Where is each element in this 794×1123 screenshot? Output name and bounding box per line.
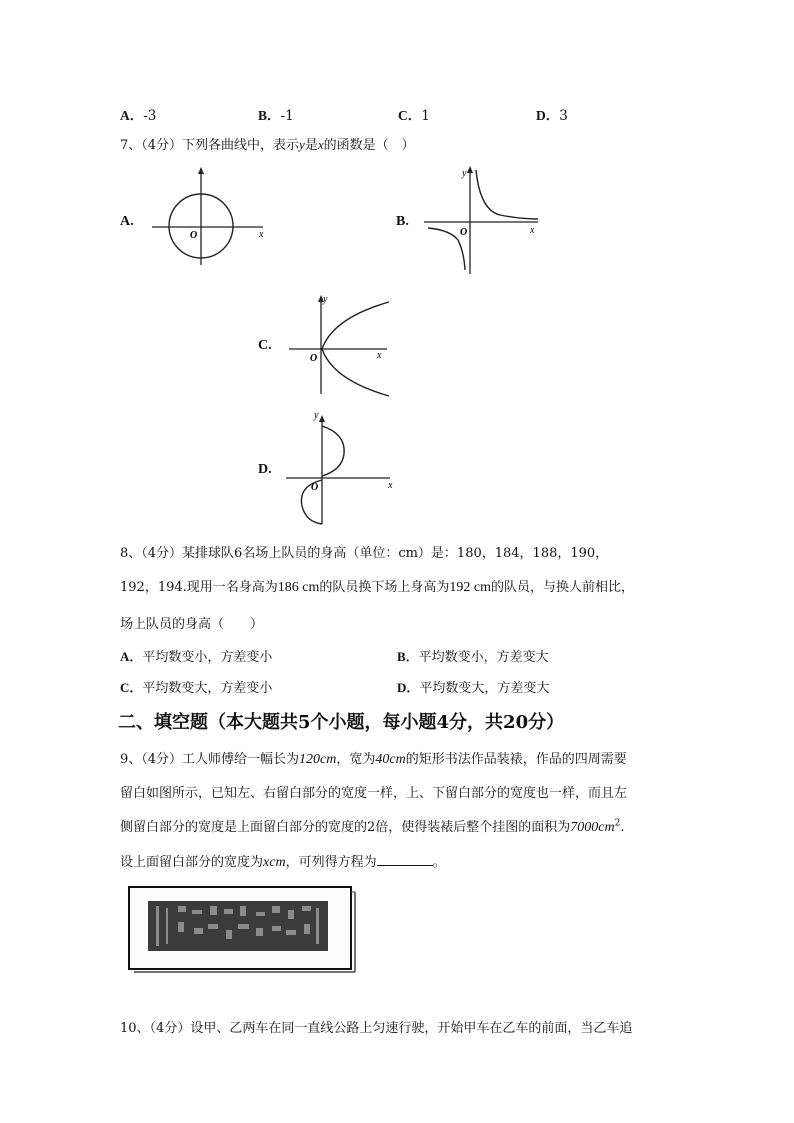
q7-b-origin: O (460, 227, 468, 238)
q6-option-b: B．-1 (258, 108, 294, 124)
q7-graph-b (420, 162, 545, 277)
q8-option-d: D．平均数变大，方差变大 (397, 680, 550, 696)
q8-option-a: A．平均数变小，方差变小 (120, 649, 273, 665)
q7-graph-d (280, 408, 400, 528)
q7-d-x-label: x (388, 480, 393, 491)
q7-a-x-label: x (259, 229, 264, 240)
q9-line-3: 侧留白部分的宽度是上面留白部分的宽度的2倍，使得装裱后整个挂图的面积为$7000cm^2$. (120, 818, 625, 835)
q7-d-origin: O (311, 482, 319, 493)
q9-line-1: 9、（4分）工人师傅给一幅长为120cm，宽为40cm的矩形书法作品装裱，作品的四周需要 (120, 752, 627, 767)
q7-option-d-label: D. (258, 462, 272, 477)
q9-line-2: 留白如图所示，已知左、右留白部分的宽度一样，上、下留白部分的宽度也一样，而且左 (120, 786, 628, 801)
q8-line-3: 场上队员的身高（ ） (120, 617, 264, 632)
q8-option-c: C．平均数变大，方差变小 (120, 680, 273, 696)
q8-line-1: 8、（4分）某排球队6名场上队员的身高（单位：cm）是：180，184，188，190， (120, 546, 609, 561)
q7-option-b-label: B. (396, 214, 409, 229)
q7-option-c-label: C. (258, 338, 272, 353)
q6-option-a: A．-3 (120, 108, 157, 124)
q9-calligraphy-figure (126, 884, 358, 974)
q7-b-y-label: y (462, 168, 467, 179)
q6-option-c: C．1 (398, 108, 430, 124)
q7-c-origin: O (310, 353, 318, 364)
q7-d-y-label: y (314, 410, 319, 421)
q7-c-y-label: y (323, 294, 328, 305)
q7-option-a-label: A. (120, 214, 134, 229)
q6-option-d: D．3 (536, 108, 568, 124)
q7-graph-c (285, 290, 395, 400)
q7-stem: 7、（4分）下列各曲线中，表示y是x的函数是（ ） (120, 137, 415, 153)
q10-line-1: 10、（4分）设甲、乙两车在同一直线公路上匀速行驶，开始甲车在乙车的前面，当乙车追 (120, 1021, 633, 1036)
q9-line-4: 设上面留白部分的宽度为xcm，可列得方程为 。 (120, 855, 446, 870)
q7-a-origin: O (190, 230, 198, 241)
q9-answer-blank (377, 853, 433, 866)
q7-c-x-label: x (377, 350, 382, 361)
q8-option-b: B．平均数变小，方差变大 (397, 649, 549, 665)
q7-b-x-label: x (530, 225, 535, 236)
q8-line-2: 192，194.现用一名身高为186 cm的队员换下场上身高为192 cm的队员，与换人前相比， (120, 580, 635, 595)
q7-graph-a (148, 165, 273, 270)
section-2-title: 二、填空题（本大题共5个小题，每小题4分，共20分） (118, 712, 565, 733)
